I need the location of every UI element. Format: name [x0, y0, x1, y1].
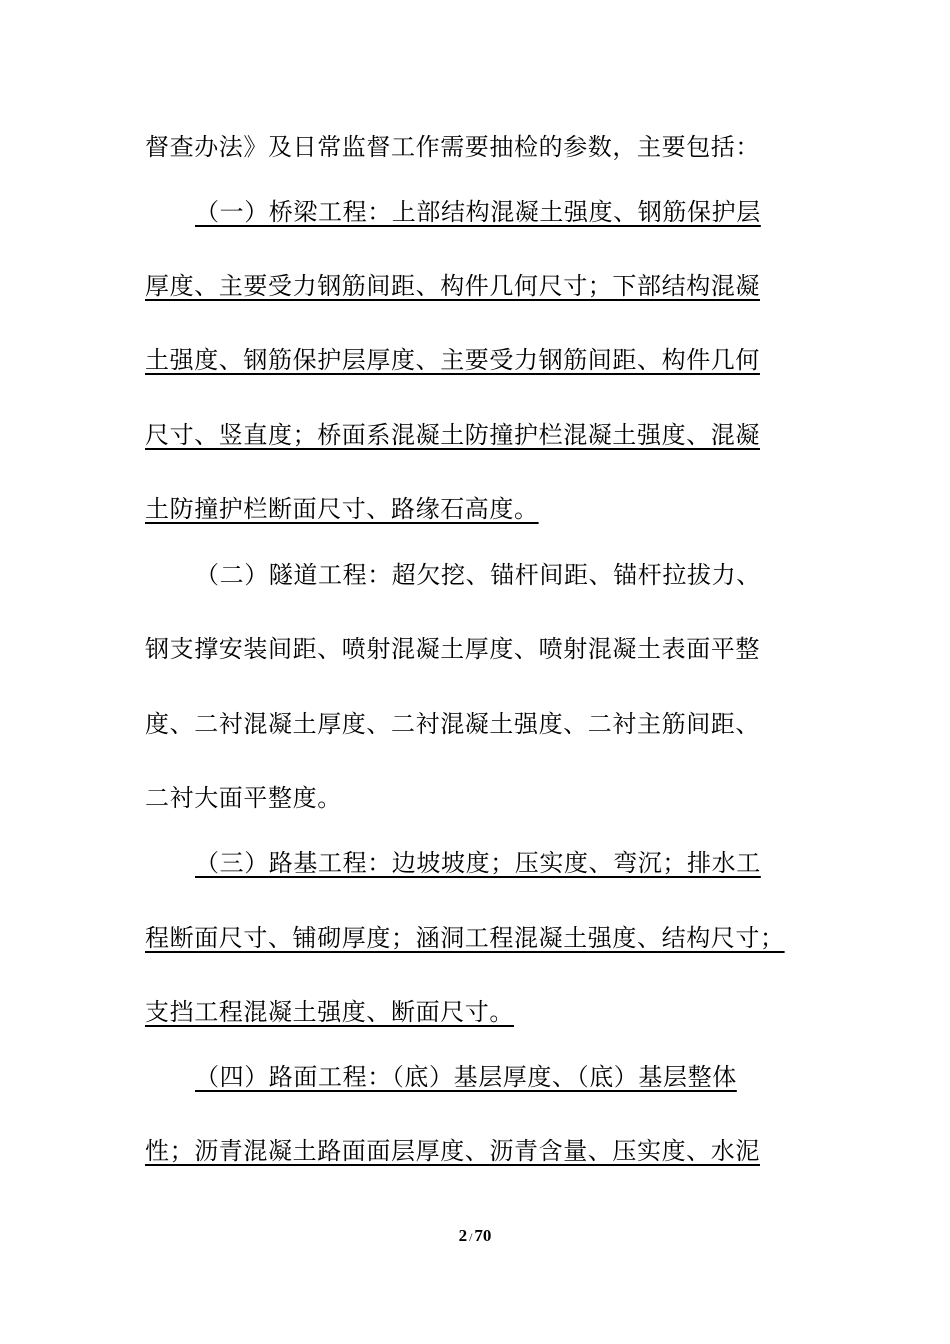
page-number — [0, 1226, 950, 1246]
bridge-section-line: （一）桥梁工程：上部结构混凝土强度、钢筋保护层 — [195, 198, 761, 226]
subgrade-section-line: 支挡工程混凝土强度、断面尺寸。 — [145, 998, 514, 1026]
page-current: 2 — [458, 1226, 468, 1245]
bridge-section-line: 土防撞护栏断面尺寸、路缘石高度。 — [145, 495, 539, 523]
tunnel-section-line: 度、二衬混凝土厚度、二衬混凝土强度、二衬主筋间距、 — [145, 710, 760, 738]
pavement-section-line: 性；沥青混凝土路面面层厚度、沥青含量、压实度、水泥 — [145, 1137, 760, 1165]
tunnel-section-line: 二衬大面平整度。 — [145, 784, 342, 812]
bridge-section-line: 厚度、主要受力钢筋间距、构件几何尺寸；下部结构混凝 — [145, 272, 760, 300]
bridge-section-line: 土强度、钢筋保护层厚度、主要受力钢筋间距、构件几何 — [145, 346, 760, 374]
page-total: 70 — [474, 1226, 492, 1245]
tunnel-section-line: 钢支撑安装间距、喷射混凝土厚度、喷射混凝土表面平整 — [145, 635, 760, 663]
subgrade-section-line: （三）路基工程：边坡坡度；压实度、弯沉；排水工 — [195, 849, 761, 877]
subgrade-section-line: 程断面尺寸、铺砌厚度；涵洞工程混凝土强度、结构尺寸； — [145, 924, 785, 952]
tunnel-section-line: （二）隧道工程：超欠挖、锚杆间距、锚杆拉拔力、 — [195, 561, 761, 589]
paragraph-line: 督查办法》及日常监督工作需要抽检的参数，主要包括： — [145, 133, 760, 161]
pavement-section-line: （四）路面工程：（底）基层厚度、（底）基层整体 — [195, 1063, 737, 1091]
bridge-section-line: 尺寸、竖直度；桥面系混凝土防撞护栏混凝土强度、混凝 — [145, 421, 760, 449]
page-separator: / — [469, 1230, 473, 1244]
